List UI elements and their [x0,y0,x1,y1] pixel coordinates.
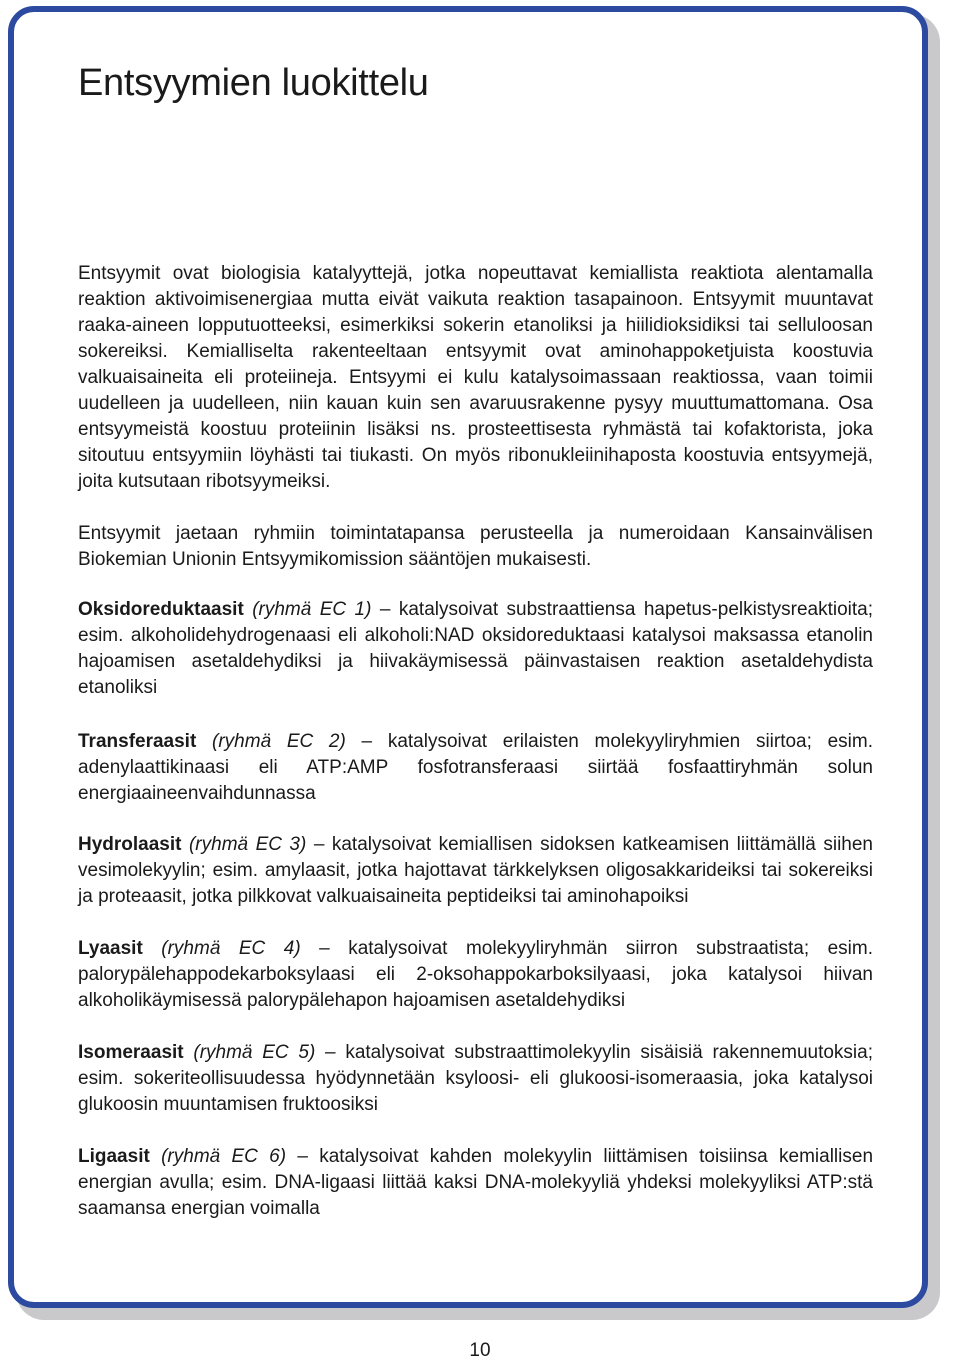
enzyme-class-ec4 [78,936,873,1014]
class-description: – katalysoivat erilaisten molekyyliryhmien siirtoa; esim. adenylaattikinaasi eli ATP:AMP fosfotransferaasi siirtää fosfaattiryhmän solun energiaaineenvaihdunnassa [78,731,874,804]
class-group: (ryhmä EC 3) [188,834,307,855]
page-number: 10 [469,1340,491,1361]
class-description: – katalysoivat kemiallisen sidoksen katkeamisen liittämällä siihen vesimolekyylin; esim. amylaasit, jotka hajottavat tärkkelyksen oligosakkarideiksi tai sokereiksi ja proteaasit, jotka pilkkovat valkuaisaineita peptideiksi tai aminohapoiksi [78,834,873,907]
enzyme-class-ec2 [78,729,873,807]
enzyme-class-ec1 [78,597,873,701]
class-name: Ligaasit [78,1146,150,1167]
class-name: Oksidoreduktaasit [78,599,244,620]
intro-paragraph: Entsyymit ovat biologisia katalyyttejä, jotka nopeuttavat kemiallista reaktiota alentamalla reaktion aktivoimisenergiaa mutta eivät vaikuta reaktion tasapainoon. Entsyymit muuntavat raaka-aineen lopputuotteeksi, esimerkiksi sokerin etanoliksi ja hiilidioksidiksi tai selluloosan sokereiksi. Kemialliselta rakenteeltaan entsyymit ovat aminohappoketjuista koostuvia valkuaisaineita eli proteiineja. Entsyymi ei kulu katalysoimassaan reaktiossa, vaan toimii uudelleen ja uudelleen, niin kauan kuin sen avaruusrakenne pysyy muuttumattomana. Osa entsyymeistä koostuu proteiinin lisäksi ns. prosteettisesta ryhmästä tai kofaktorista, joka sitoutuu entsyymiin löyhästi tai tiukasti. On myös ribonukleiinihaposta koostuvia entsyymejä, joita kutsutaan ribotsyymeiksi. [78,263,873,492]
class-description: – katalysoivat molekyyliryhmän siirron substraatista; esim. palorypälehappodekarboksylaasi eli 2-oksohappokarboksilyaasi, joka katalysoi hiivan alkoholikäymisessä palorypälehapon hajoamisen asetaldehydiksi [78,938,874,1011]
class-group: (ryhmä EC 6) [161,1146,287,1167]
enzyme-class-ec3 [78,832,873,910]
class-description: – katalysoivat kahden molekyylin liittämisen toisiinsa kemiallisen energian avulla; esim. DNA-ligaasi liittää kaksi DNA-molekyyliä yhdeksi molekyyliksi ATP:stä saamansa energian voimalla [78,1146,874,1219]
page-title: Entsyymien luokittelu [78,62,429,104]
class-name: Isomeraasit [78,1042,184,1063]
class-name: Hydrolaasit [78,834,182,855]
class-group: (ryhmä EC 5) [193,1042,316,1063]
class-description: – katalysoivat substraattimolekyylin sisäisiä rakennemuutoksia; esim. sokeriteollisuudessa hyödynnetään ksyloosi- eli glukoosi-isomeraasia, joka katalysoi glukoosin muuntamisen fruktoosiksi [78,1042,873,1115]
class-name: Lyaasit [78,938,143,959]
class-group: (ryhmä EC 2) [212,731,346,752]
class-group: (ryhmä EC 4) [161,938,301,959]
class-description: – katalysoivat substraattiensa hapetus-pelkistysreaktioita; esim. alkoholidehydrogenaasi eli alkoholi:NAD oksidoreduktaasi katalysoi maksassa etanolin hajoamisen asetaldehydiksi ja hiivakäymisessä päinvastaisen reaktion asetaldehydista etanoliksi [78,599,873,698]
enzyme-class-ec5 [78,1040,873,1118]
class-group: (ryhmä EC 1) [252,599,372,620]
classification-paragraph: Entsyymit jaetaan ryhmiin toimintatapansa perusteella ja numeroidaan Kansainvälisen Biokemian Unionin Entsyymikomission sääntöjen mukaisesti. [78,523,873,570]
enzyme-class-ec6 [78,1144,873,1222]
class-name: Transferaasit [78,731,197,752]
